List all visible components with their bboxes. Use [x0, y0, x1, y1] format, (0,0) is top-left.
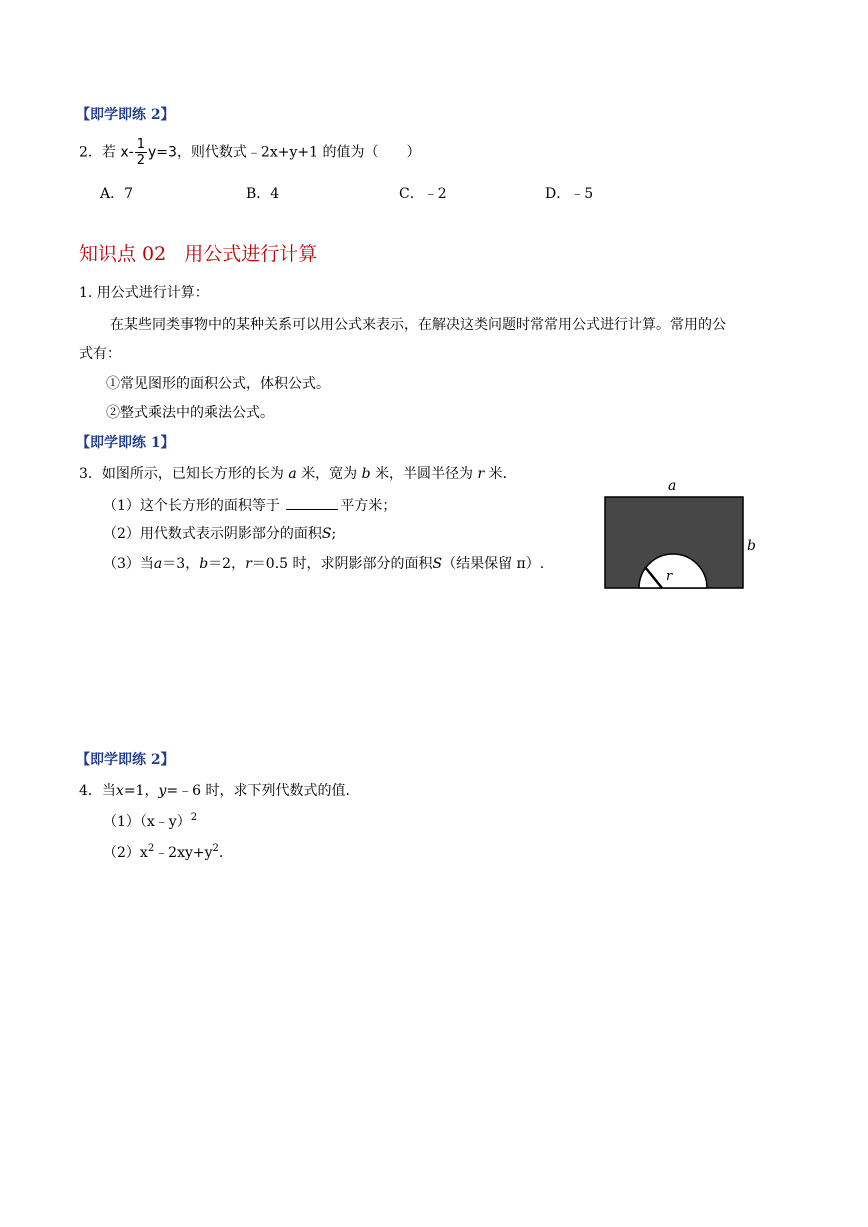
q3-part-1	[103, 497, 396, 513]
question-prefix: 若	[101, 144, 116, 161]
var-r: r	[477, 466, 485, 482]
part1-text: （1）这个长方形的面积等于	[103, 498, 280, 514]
practice-label: 【即学即练 2】	[76, 107, 175, 123]
q3-text: 如图所示，已知长方形的长为	[101, 466, 284, 482]
part3-text: （3）当	[103, 556, 154, 572]
part2-expr: （2）x	[103, 845, 148, 861]
intro-item-1: ①常见图形的面积公式，体积公式。	[106, 376, 330, 392]
q3-text: 米．	[488, 466, 517, 482]
var-r: r	[245, 556, 252, 572]
part2-end: .	[218, 845, 224, 861]
part1-expr: （1）（x﹣y）	[103, 814, 191, 830]
option-a: A．7	[100, 186, 134, 202]
q3-text: 米，宽为	[301, 466, 358, 482]
q3-part-3	[103, 557, 544, 571]
question-3	[79, 467, 517, 481]
question-tail: ﹣2x+y+1 的值为（ ）	[246, 144, 421, 161]
label-a: a	[668, 478, 677, 494]
question-2	[79, 138, 420, 167]
var-b: b	[361, 466, 371, 482]
part2-expr: ﹣2xy+y	[154, 845, 213, 861]
question-number: 4．	[79, 783, 102, 799]
question-4	[79, 784, 359, 798]
fraction-numerator: 1	[136, 137, 145, 152]
q4-text: 当	[101, 783, 116, 799]
equation-y: y=3	[148, 144, 177, 161]
var-y: y	[158, 783, 167, 799]
fraction	[135, 138, 147, 167]
part3-text: ＝2，	[208, 556, 246, 572]
option-c: C．﹣2	[399, 186, 447, 202]
part2-text: （2）用代数式表示阴影部分的面积	[103, 526, 322, 542]
equation-x: x-	[120, 144, 134, 161]
practice-label-1: 【即学即练 1】	[76, 435, 175, 451]
question-number: 3．	[79, 466, 102, 482]
intro-item-2: ②整式乘法中的乘法公式。	[106, 405, 274, 421]
intro-line-1: 在某些同类事物中的某种关系可以用公式来表示，在解决这类问题时常常用公式进行计算。常用的公	[110, 317, 726, 333]
var-b: b	[199, 556, 209, 572]
intro-line-2: 式有：	[79, 346, 121, 362]
var-a: a	[288, 466, 297, 482]
q4-part-1	[103, 812, 198, 830]
section-label: 知识点 02	[79, 243, 167, 265]
section-heading	[79, 245, 317, 264]
part1-unit: 平方米；	[340, 498, 397, 514]
fraction-denominator: 2	[136, 153, 145, 168]
part3-text: ＝3，	[162, 556, 200, 572]
part2-end: ;	[331, 526, 337, 542]
var-x: x	[115, 783, 124, 799]
option-b: B．4	[246, 186, 280, 202]
q4-part-2	[103, 843, 224, 861]
var-s: S	[432, 556, 443, 572]
question-middle: ，则代数式	[176, 144, 247, 161]
q4-text: =﹣6 时，求下列代数式的值．	[166, 783, 360, 799]
label-b: b	[747, 538, 756, 554]
q4-text: =1，	[123, 783, 159, 799]
label-r: r	[666, 569, 673, 584]
option-d: D．﹣5	[545, 186, 594, 202]
section-title: 用公式进行计算	[184, 243, 318, 265]
exponent: 2	[147, 843, 155, 854]
question-number: 2．	[79, 144, 102, 161]
part3-text: （结果保留 π）.	[442, 556, 545, 572]
var-a: a	[153, 556, 163, 572]
intro-heading: 1. 用公式进行计算：	[79, 285, 209, 301]
exponent: 2	[190, 812, 198, 823]
part3-text: ＝0.5 时，求阴影部分的面积	[251, 556, 433, 572]
q3-text: 米，半圆半径为	[375, 466, 474, 482]
practice-label-2: 【即学即练 2】	[76, 752, 175, 768]
q3-part-2	[103, 527, 336, 541]
answer-blank[interactable]	[286, 497, 338, 510]
var-s: S	[321, 526, 332, 542]
rectangle-figure	[596, 476, 766, 598]
exponent: 2	[212, 843, 219, 854]
